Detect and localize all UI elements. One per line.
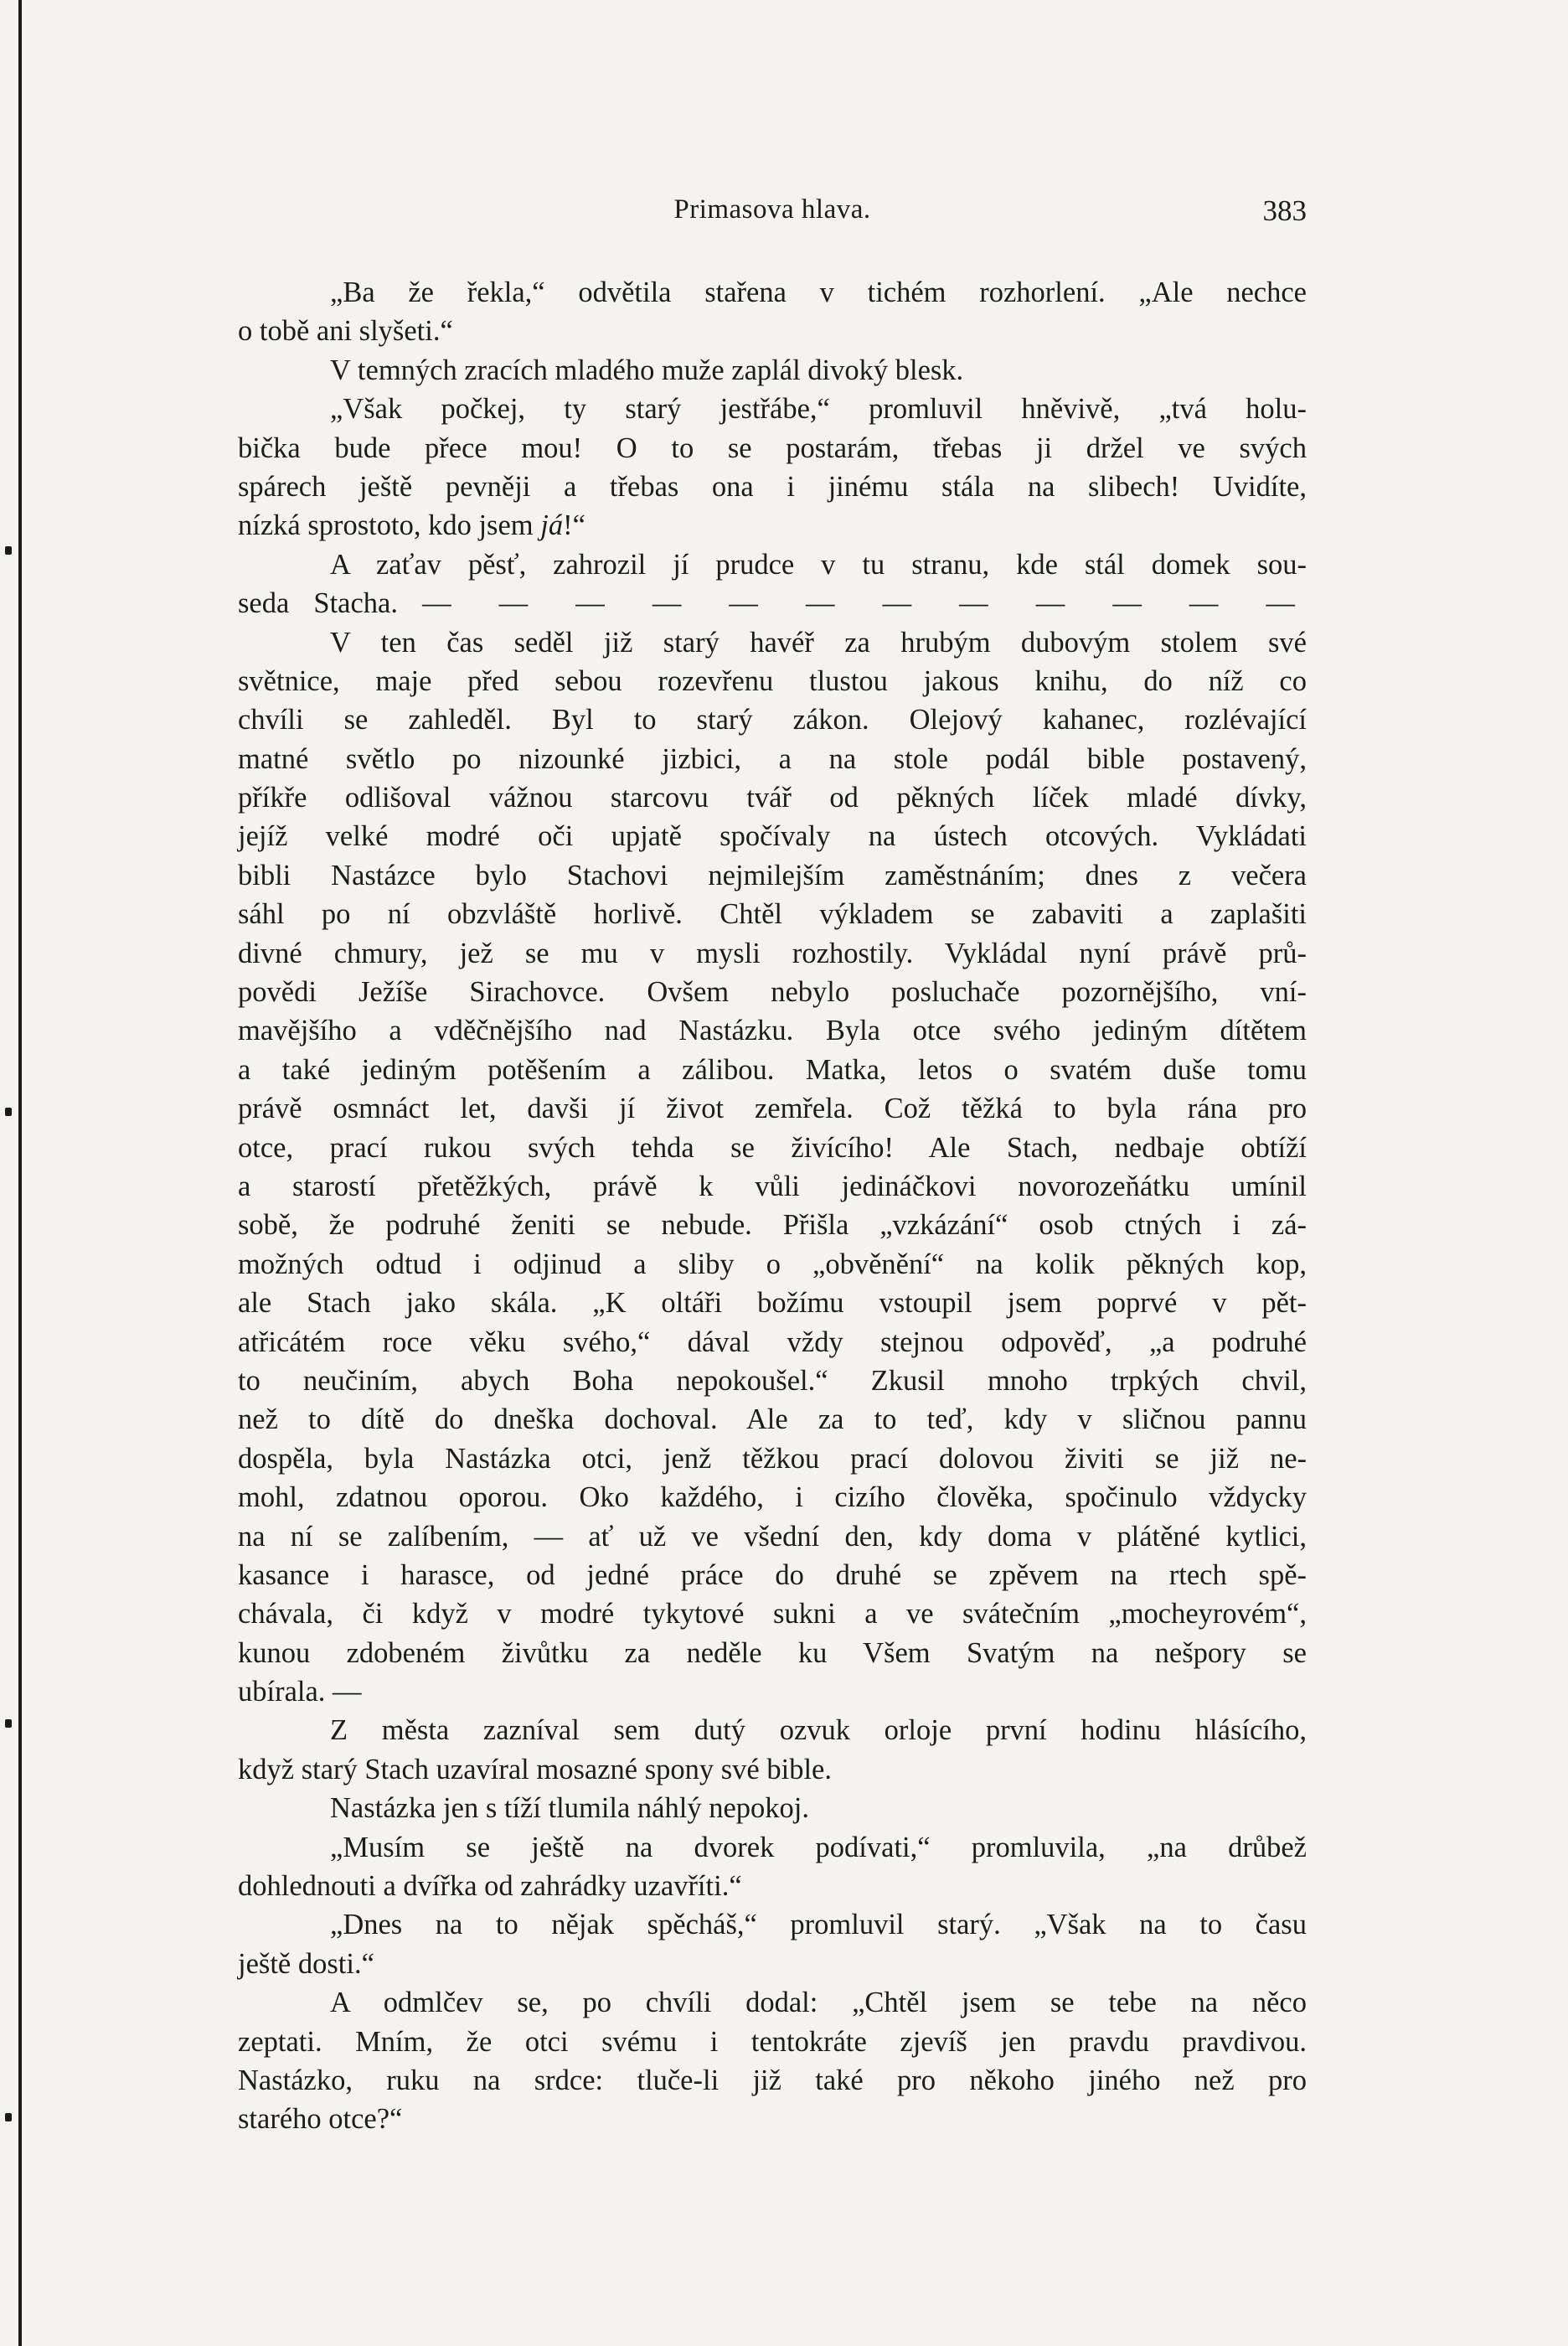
text-line: jejíž velké modré oči upjatě spočívaly na ústech otcových. Vykládati xyxy=(238,820,1307,853)
text-line: právě osmnáct let, davši jí život zemřela. Což těžká to byla rána pro xyxy=(238,1093,1307,1125)
text-line: než to dítě do dneška dochoval. Ale za to teď, kdy v sličnou pannu xyxy=(238,1403,1307,1436)
text-line: na ní se zalíbením, — ať už ve všední den, kdy doma v plátěné kytlici, xyxy=(238,1520,1307,1553)
text-line: když starý Stach uzavíral mosazné spony své bible. xyxy=(238,1753,832,1785)
text-line: „Dnes na to nějak spěcháš,“ promluvil starý. „Však na to času xyxy=(330,1909,1307,1941)
text-line: sobě, že podruhé ženiti se nebude. Přišla „vzkázání“ osob ctných i zá- xyxy=(238,1209,1307,1242)
text-line: A zaťav pěsť, zahrozil jí prudce v tu stranu, kde stál domek sou- xyxy=(330,548,1307,581)
page-header xyxy=(238,194,1307,238)
text-line: kasance i harasce, od jedné práce do druhé se zpěvem na rtech spě- xyxy=(238,1558,1307,1591)
text-line: Nastázko, ruku na srdce: tluče-li již také pro někoho jiného než pro xyxy=(238,2064,1307,2096)
text-line: V ten čas seděl již starý havéř za hrubým dubovým stolem své xyxy=(330,626,1307,659)
text-line: A odmlčev se, po chvíli dodal: „Chtěl jsem se tebe na něco xyxy=(330,1987,1307,2019)
text-line: dospěla, byla Nastázka otci, jenž těžkou prací dolovou živiti se již ne- xyxy=(238,1442,1307,1475)
text-fragment: !“ xyxy=(563,509,585,542)
text-line-with-emphasis xyxy=(238,506,1307,545)
text-line: bička bude přece mou! O to se postarám, třebas ji držel ve svých xyxy=(238,431,1307,464)
text-line: bibli Nastázce bylo Stachovi nejmilejším zaměstnáním; dnes z večera xyxy=(238,859,1307,891)
body-text xyxy=(238,273,1307,2139)
text-line: mohl, zdatnou oporou. Oko každého, i cizího člověka, spočinulo vždycky xyxy=(238,1481,1307,1514)
text-line: matné světlo po nizounké jizbici, a na stole podál bible postavený, xyxy=(238,742,1307,775)
text-fragment: nízká sprostoto, kdo jsem xyxy=(238,509,534,542)
text-line: sáhl po ní obzvláště horlivě. Chtěl výkladem se zabaviti a zaplašiti xyxy=(238,898,1307,931)
text-line: zeptati. Mním, že otci svému i tentokráte zjevíš jen pravdu pravdivou. xyxy=(238,2025,1307,2058)
text-fragment: seda Stacha. xyxy=(238,587,398,620)
text-line: příkře odlišoval vážnou starcovu tvář od pěkných líček mladé dívky, xyxy=(238,782,1307,814)
dash-separator: — — — — — — — — — — — — xyxy=(422,587,1308,620)
emphasis-word: já xyxy=(540,509,564,542)
text-line-with-dashes xyxy=(238,584,1307,623)
text-line: a také jediným potěšením a zálibou. Matka, letos o svatém duše tomu xyxy=(238,1053,1307,1086)
text-line: světnice, maje před sebou rozevřenu tlustou jakous knihu, do níž co xyxy=(238,664,1307,697)
text-line: povědi Ježíše Sirachovce. Ovšem nebylo posluchače pozornějšího, vní- xyxy=(238,976,1307,1009)
text-line: kunou zdobeném živůtku za neděle ku Všem Svatým na nešpory se xyxy=(238,1636,1307,1669)
margin-mark xyxy=(5,2113,12,2121)
running-title: Primasova hlava. xyxy=(673,194,871,225)
margin-mark xyxy=(5,546,12,555)
page-number: 383 xyxy=(1262,194,1307,227)
text-line: dohlednouti a dvířka od zahrádky uzavříti.“ xyxy=(238,1870,742,1903)
margin-mark xyxy=(5,1108,12,1116)
text-line: „Musím se ještě na dvorek podívati,“ promluvila, „na drůbež xyxy=(330,1831,1307,1863)
text-line: V temných zracích mladého muže zaplál divoký blesk. xyxy=(330,354,964,386)
text-line: ale Stach jako skála. „K oltáři božímu vstoupil jsem poprvé v pět- xyxy=(238,1287,1307,1320)
text-line: ještě dosti.“ xyxy=(238,1947,374,1980)
text-line: divné chmury, jež se mu v mysli rozhostily. Vykládal nyní právě prů- xyxy=(238,937,1307,969)
text-line: chvíli se zahleděl. Byl to starý zákon. Olejový kahanec, rozlévající xyxy=(238,704,1307,736)
text-line: chávala, či když v modré tykytové sukni a ve svátečním „mocheyrovém“, xyxy=(238,1598,1307,1630)
text-line: „Ba že řekla,“ odvětila stařena v tichém rozhorlení. „Ale nechce xyxy=(330,276,1307,308)
text-line: ubírala. — xyxy=(238,1676,362,1708)
text-line: mavějšího a vděčnějšího nad Nastázku. Byla otce svého jediným dítětem xyxy=(238,1015,1307,1047)
text-line: spárech ještě pevněji a třebas ona i jinému stála na slibech! Uvidíte, xyxy=(238,470,1307,503)
page-edge xyxy=(18,0,22,2346)
margin-mark xyxy=(5,1719,12,1728)
text-line: možných odtud i odjinud a sliby o „obvěnění“ na kolik pěkných kop, xyxy=(238,1248,1307,1280)
text-line: atřicátém roce věku svého,“ dával vždy stejnou odpověď, „a podruhé xyxy=(238,1325,1307,1358)
text-line: otce, prací rukou svých tehda se živícího! Ale Stach, nedbaje obtíží xyxy=(238,1131,1307,1164)
text-line: a starostí přetěžkých, právě k vůli jedináčkovi novorozeňátku umínil xyxy=(238,1170,1307,1202)
text-line: o tobě ani slyšeti.“ xyxy=(238,315,453,348)
text-line: „Však počkej, ty starý jestřábe,“ promluvil hněvivě, „tvá holu- xyxy=(330,393,1307,426)
text-line: Z města zazníval sem dutý ozvuk orloje první hodinu hlásícího, xyxy=(330,1714,1307,1747)
text-line: Nastázka jen s tíží tlumila náhlý nepokoj. xyxy=(330,1792,809,1825)
text-line: starého otce?“ xyxy=(238,2103,403,2136)
text-line: to neučiním, abych Boha nepokoušel.“ Zkusil mnoho trpkých chvil, xyxy=(238,1364,1307,1397)
